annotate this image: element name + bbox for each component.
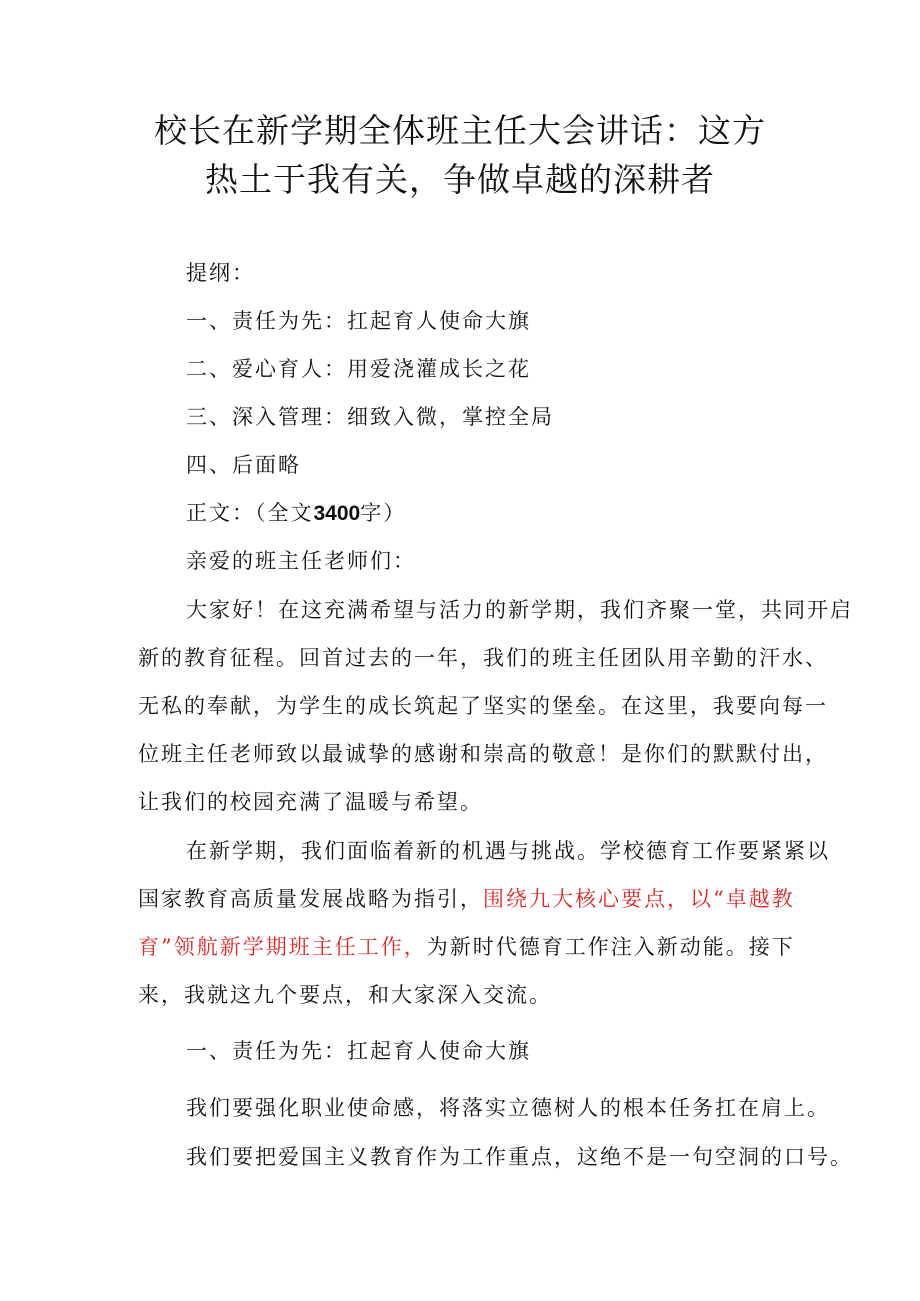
p2-line-4: 来，我就这九个要点，和大家深入交流。 [138,983,552,1007]
outline-item-2: 二、爱心育人：用爱浇灌成长之花 [186,357,531,381]
body-label-suffix: 字） [360,501,407,525]
body-label [186,498,406,529]
outline-item-1: 一、责任为先：扛起育人使命大旗 [186,309,531,333]
p1-line-4: 位班主任老师致以最诚挚的感谢和崇高的敬意！是你们的默默付出， [138,742,828,766]
outline-item-4: 四、后面略 [186,453,301,477]
p2-line-3-normal: 为新时代德育工作注入新动能。接下 [426,935,795,959]
p2-line-2-normal: 国家教育高质量发展战略为指引， [138,887,483,911]
body-label-prefix: 正文：（全文 [186,501,314,525]
outline-item-3: 三、深入管理：细致入微，掌控全局 [186,405,554,429]
word-count: 3400 [313,502,361,525]
title-line-1: 校长在新学期全体班主任大会讲话：这方 [154,111,766,150]
p2-line-3-highlight: 育”领航新学期班主任工作， [138,935,427,959]
section-1-heading: 一、责任为先：扛起育人使命大旗 [186,1039,531,1063]
p2-line-1: 在新学期，我们面临着新的机遇与挑战。学校德育工作要紧紧以 [186,839,830,863]
section-1-para-1: 我们要强化职业使命感，将落实立德树人的根本任务扛在肩上。 [186,1096,830,1120]
title-line-2: 热土于我有关，争做卓越的深耕者 [205,160,715,199]
p2-line-2-highlight: 围绕九大核心要点，以“卓越教 [483,887,795,911]
p1-line-5: 让我们的校园充满了温暖与希望。 [138,790,483,814]
p1-line-1: 大家好！在这充满希望与活力的新学期，我们齐聚一堂，共同开启 [186,598,853,622]
p2-line-2 [138,884,795,914]
salutation: 亲爱的班主任老师们： [186,549,416,573]
p1-line-2: 新的教育征程。回首过去的一年，我们的班主任团队用辛勤的汗水、 [138,646,828,670]
p1-line-3: 无私的奉献，为学生的成长筑起了坚实的堡垒。在这里，我要向每一 [138,694,828,718]
outline-label: 提纲： [186,261,255,285]
section-1-para-2: 我们要把爱国主义教育作为工作重点，这绝不是一句空洞的口号。 [186,1145,853,1169]
p2-line-3 [138,932,795,962]
